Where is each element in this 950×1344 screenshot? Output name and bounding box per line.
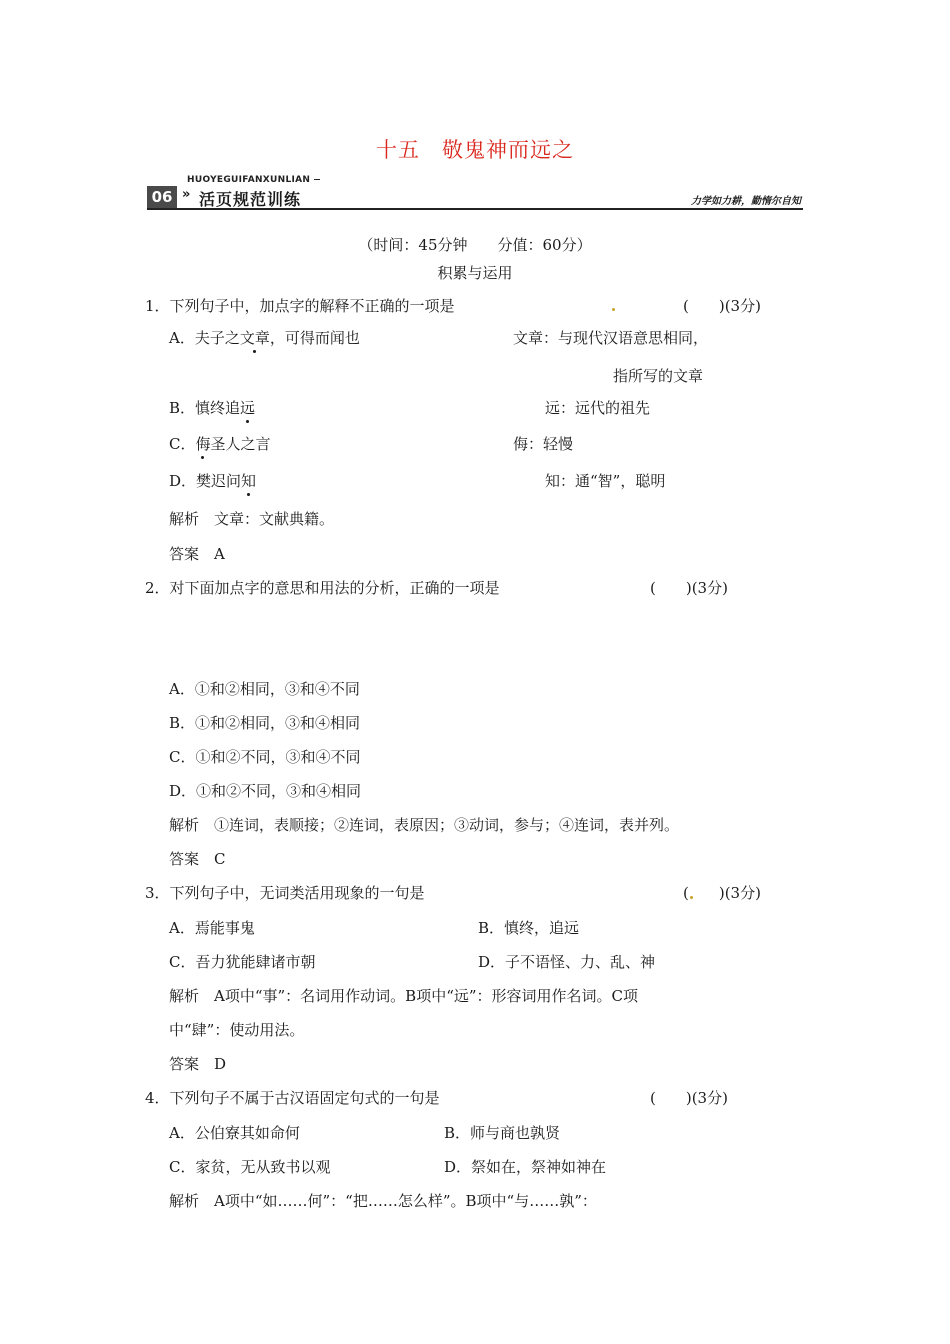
q3-option-b[interactable]: B．慎终，追远 [478, 919, 580, 937]
question-2-stem: 2．对下面加点字的意思和用法的分析，正确的一项是 [145, 579, 500, 597]
emphasis-dot: 知 [241, 472, 257, 490]
q2-option-d[interactable]: D．①和②不同，③和④相同 [169, 782, 362, 800]
q4-option-c[interactable]: C．家贫，无从致书以观 [169, 1158, 331, 1176]
banner-bar [147, 186, 803, 210]
q1-option-a-note-cont: 指所写的文章 [613, 367, 704, 385]
question-4-score: ( )(3分) [650, 1089, 728, 1107]
question-1-stem: 1．下列句子中，加点字的解释不正确的一项是 [145, 297, 455, 315]
q1-option-d[interactable]: D．樊迟问知 [169, 472, 257, 490]
q1-option-a[interactable]: A．夫子之文章，可得而闻也 [169, 329, 360, 347]
q1-option-b[interactable]: B．慎终追远 [169, 399, 256, 417]
time-info: （时间：45分钟 分值：60分） [358, 236, 592, 254]
title-number: 十五 [376, 138, 420, 162]
question-2-score: ( )(3分) [650, 579, 728, 597]
q1-answer: 答案 A [169, 545, 225, 563]
q2-analysis: 解析 ①连词，表顺接；②连词，表原因；③动词，参与；④连词，表并列。 [169, 816, 680, 834]
q4-option-b[interactable]: B．师与商也孰贤 [444, 1124, 561, 1142]
banner-motto: 力学如力耕，勤惰尔自知 [691, 196, 801, 207]
emphasis-dot: 文章 [239, 329, 270, 347]
q1-option-d-note: 知：通“智”，聪明 [545, 472, 666, 490]
q3-option-c[interactable]: C．吾力犹能肆诸市朝 [169, 953, 316, 971]
q2-option-c[interactable]: C．①和②不同，③和④不同 [169, 748, 361, 766]
stray-mark [612, 308, 615, 311]
title-text: 敬鬼神而远之 [442, 138, 574, 162]
q1-analysis: 解析 文章：文献典籍。 [169, 510, 335, 528]
question-3-stem: 3．下列句子中，无词类活用现象的一句是 [145, 884, 425, 902]
banner-number: 06 [147, 186, 177, 208]
q3-option-a[interactable]: A．焉能事鬼 [169, 919, 255, 937]
question-1-score: ( )(3分) [683, 297, 761, 315]
q4-option-a[interactable]: A．公伯寮其如命何 [169, 1124, 300, 1142]
section-banner [147, 175, 803, 211]
q3-analysis: 解析 A项中“事”：名词用作动词。B项中“远”：形容词用作名词。C项 [169, 987, 639, 1005]
banner-pinyin: HUOYEGUIFANXUNLIAN [187, 175, 320, 185]
q1-option-b-note: 远：远代的祖先 [545, 399, 651, 417]
q2-answer: 答案 C [169, 850, 226, 868]
question-4-stem: 4．下列句子不属于古汉语固定句式的一句是 [145, 1089, 440, 1107]
q3-analysis-cont: 中“肆”：使动用法。 [169, 1021, 305, 1039]
q4-analysis: 解析 A项中“如……何”：“把……怎么样”。B项中“与……孰”： [169, 1192, 597, 1210]
emphasis-dot: 远 [240, 399, 256, 417]
q1-option-c-note: 侮：轻慢 [513, 435, 574, 453]
page-title [0, 134, 950, 164]
q4-option-d[interactable]: D．祭如在，祭神如神在 [444, 1158, 607, 1176]
q1-option-c[interactable]: C．侮圣人之言 [169, 435, 271, 453]
question-3-score: ( )(3分) [683, 884, 761, 902]
q3-answer: 答案 D [169, 1055, 227, 1073]
banner-label: 活页规范训练 [199, 190, 302, 209]
section-heading: 积累与运用 [437, 264, 513, 282]
q3-option-d[interactable]: D．子不语怪、力、乱、神 [478, 953, 656, 971]
q2-option-a[interactable]: A．①和②相同，③和④不同 [169, 680, 360, 698]
q1-option-a-note: 文章：与现代汉语意思相同， [513, 329, 709, 347]
chevron-right-icon: » [182, 187, 191, 202]
q2-option-b[interactable]: B．①和②相同，③和④相同 [169, 714, 361, 732]
emphasis-dot: 侮 [195, 435, 211, 453]
